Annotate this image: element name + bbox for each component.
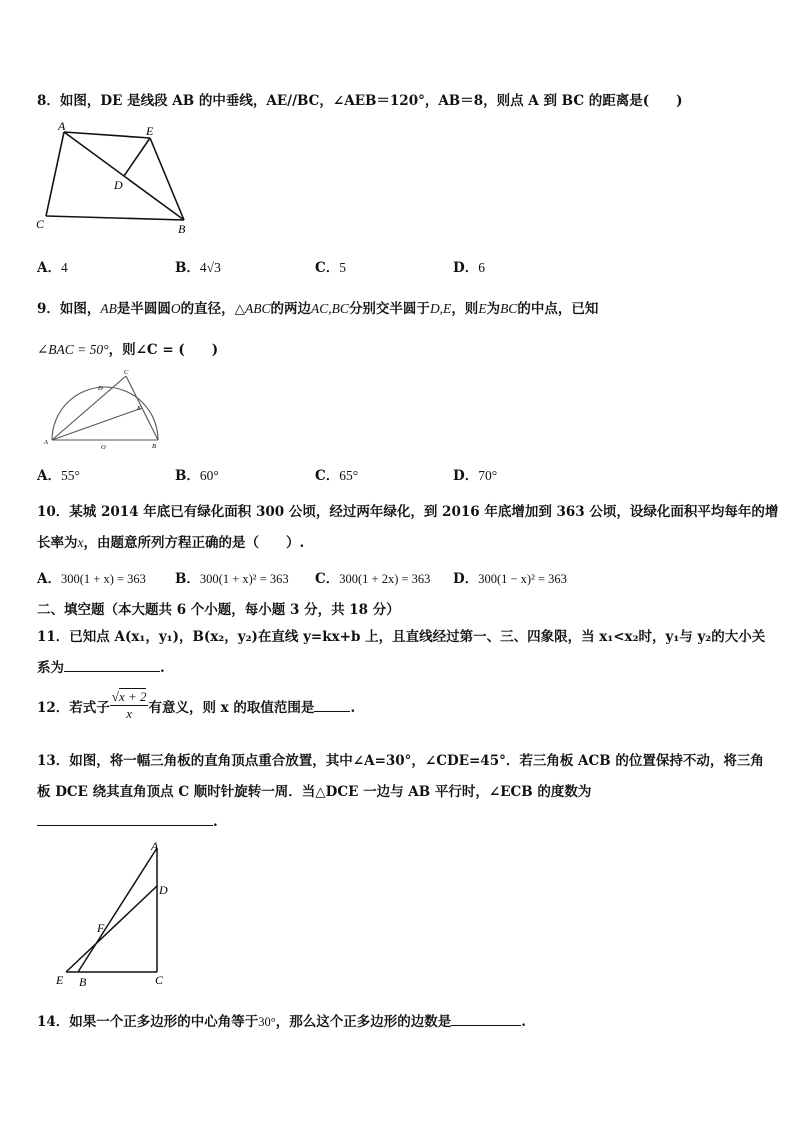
q10-option-a: A．300(1 + x) = 363 (37, 571, 146, 587)
question-10-line2: 长率为x，由题意所列方程正确的是（ ）. (37, 535, 305, 551)
question-13-figure (50, 836, 180, 994)
question-8-text: 如图，DE 是线段 AB 的中垂线，AE//BC，∠AEB＝120°，AB＝8，则点 A 到 BC 的距离是( ) (59, 93, 683, 109)
q9-label-a: A (44, 439, 48, 446)
q13-label-c: C (155, 973, 164, 987)
q9-label-e: E (137, 405, 141, 412)
q10-option-b: B．300(1 + x)² = 363 (175, 571, 289, 587)
q12-fraction: $\frac{√x + 2}{x}$ (111, 689, 147, 721)
question-10-line1: 10．某城 2014 年底已有绿化面积 300 公顷，经过两年绿化，到 2016 年底增加到 363 公顷，设绿化面积平均每年的增 (37, 504, 779, 520)
q11-answer-blank[interactable] (64, 659, 160, 672)
q8-label-e: E (146, 124, 154, 138)
q9-label-o: O (101, 444, 106, 451)
q9-option-c: C．65° (315, 468, 359, 484)
q8-option-d: D．6 (453, 260, 485, 276)
q13-label-a: A (151, 839, 159, 853)
q9-label-c: C (124, 369, 129, 376)
q8-label-b: B (178, 222, 186, 236)
q8-label-d: D (114, 178, 123, 192)
question-11-line1: 11．已知点 A(x₁，y₁)，B(x₂，y₂)在直线 y=kx+b 上，且直线经过第一、三、四象限，当 x₁<x₂时，y₁与 y₂的大小关 (37, 629, 766, 645)
q13-label-d: D (159, 883, 168, 897)
q13-label-e: E (56, 973, 64, 987)
q8-option-b: B．4√3 (175, 260, 221, 276)
q9-option-d: D．70° (453, 468, 498, 484)
question-13-line3: . (37, 813, 218, 830)
q8-option-a: A．4 (37, 260, 68, 276)
q9-label-b: B (152, 443, 156, 450)
q13-label-b: B (79, 975, 87, 989)
q13-label-f: F (97, 921, 105, 935)
question-8 (37, 89, 683, 109)
q12-answer-blank[interactable] (314, 699, 350, 712)
q13-answer-blank[interactable] (37, 813, 213, 826)
q8-option-c: C．5 (315, 260, 346, 276)
q10-option-c: C．300(1 + 2x) = 363 (315, 571, 431, 587)
q10-option-d: D．300(1 − x)² = 363 (453, 571, 567, 587)
question-13-line2: 板 DCE 绕其直角顶点 C 顺时针旋转一周．当△DCE 一边与 AB 平行时，∠ECB 的度数为 (37, 784, 592, 800)
q8-label-c: C (36, 217, 45, 231)
question-9-line1: 9．如图，AB是半圆圆O的直径，△ABC的两边AC,BC分别交半圆于D,E，则E为BC的中点，已知 (37, 301, 599, 317)
question-11-line2: 系为 . (37, 660, 165, 676)
question-9-line2: ∠BAC = 50°，则∠C = ( ) (37, 342, 219, 358)
question-8-figure (30, 118, 200, 238)
question-9-figure (40, 368, 165, 450)
question-14: 14．如果一个正多边形的中心角等于30°，那么这个正多边形的边数是 . (37, 1014, 526, 1030)
question-8-number: 8． (37, 93, 60, 109)
q8-label-a: A (58, 119, 66, 133)
section-2-heading: 二、填空题（本大题共 6 个小题，每小题 3 分，共 18 分） (37, 602, 400, 618)
q9-label-d: D (98, 385, 103, 392)
q9-option-a: A．55° (37, 468, 80, 484)
question-12: 12．若式子 $\frac{√x + 2}{x}$ 有意义，则 x 的取值范围是 . (37, 689, 356, 721)
question-13-line1: 13．如图，将一幅三角板的直角顶点重合放置，其中∠A=30°，∠CDE=45°．若三角板 ACB 的位置保持不动，将三角 (37, 753, 764, 769)
q14-answer-blank[interactable] (451, 1013, 521, 1026)
q9-option-b: B．60° (175, 468, 219, 484)
